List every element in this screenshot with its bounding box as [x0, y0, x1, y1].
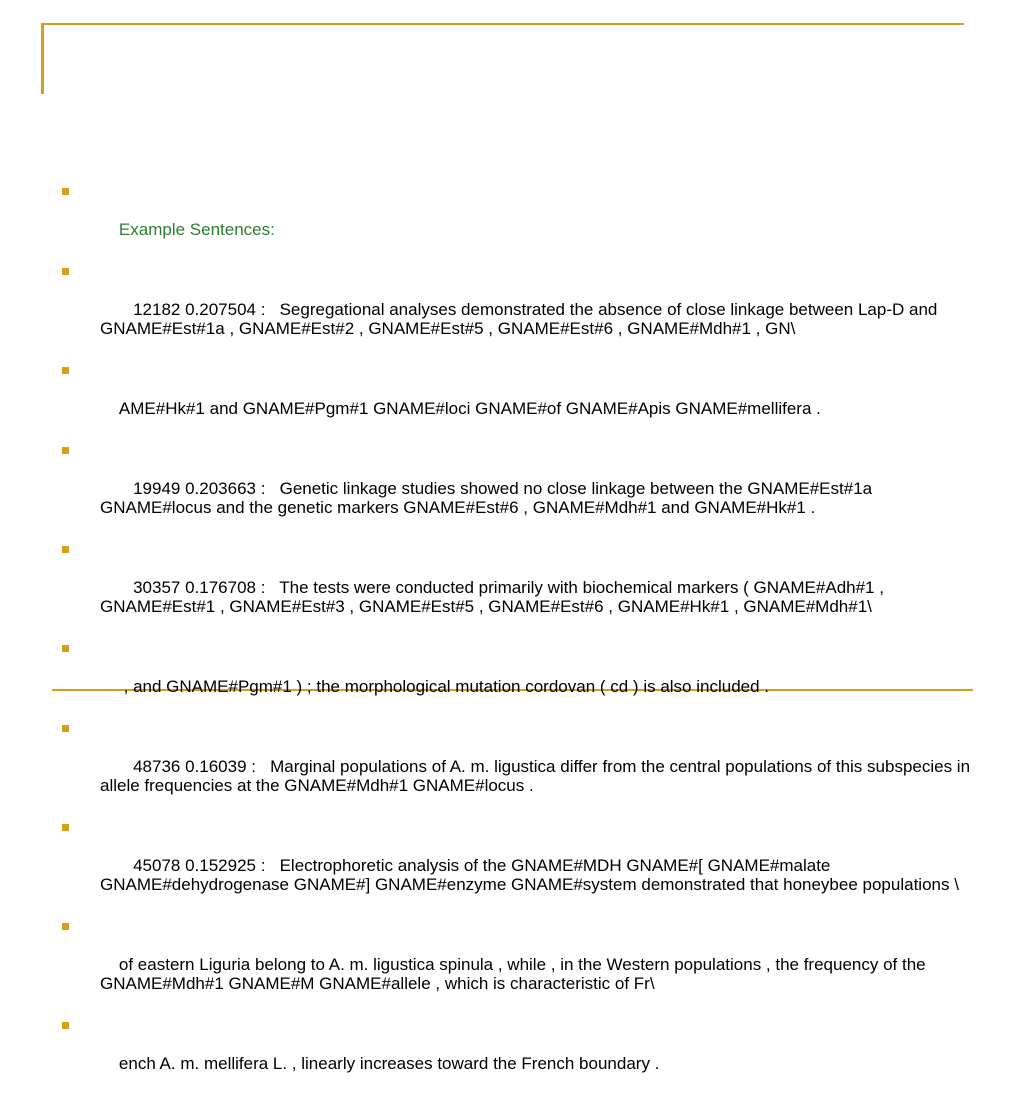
list-item-text: 19949 0.203663 : Genetic linkage studies showed no close linkage between the GNAME#Est#1a GNAME#locus and the genetic markers GNAME#Est#6 , GNAME#Mdh#1 and GNAME#Hk#1 . [100, 479, 877, 517]
square-bullet-icon [62, 725, 69, 732]
square-bullet-icon [62, 546, 69, 553]
list-item [62, 262, 972, 357]
list-item [62, 182, 972, 258]
list-item-text: 30357 0.176708 : The tests were conducted primarily with biochemical markers ( GNAME#Adh#1 , GNAME#Est#1 , GNAME#Est#3 , GNAME#Est#5 , GNAME#Est#6 , GNAME#Hk#1 , GNAME#Mdh#1\ [100, 578, 889, 616]
list-item-text: ench A. m. mellifera L. , linearly increases toward the French boundary . [118, 1054, 660, 1073]
list-item [62, 361, 972, 437]
list-item [62, 540, 972, 635]
square-bullet-icon [62, 367, 69, 374]
square-bullet-icon [62, 447, 69, 454]
square-bullet-icon [62, 1022, 69, 1029]
list-item [62, 441, 972, 536]
square-bullet-icon [62, 268, 69, 275]
list-item-text: AME#Hk#1 and GNAME#Pgm#1 GNAME#loci GNAME#of GNAME#Apis GNAME#mellifera . [118, 399, 821, 418]
bullet-list [62, 182, 975, 1096]
square-bullet-icon [62, 923, 69, 930]
list-item [62, 639, 972, 715]
list-item-text: of eastern Liguria belong to A. m. ligustica spinula , while , in the Western populations , the frequency of the GNAME#Mdh#1 GNAME#M GNAME#allele , which is characteristic of Fr\ [100, 955, 931, 993]
list-item-text: 48736 0.16039 : Marginal populations of A. m. ligustica differ from the central populations of this subspecies in allele frequencies at the GNAME#Mdh#1 GNAME#locus . [100, 757, 975, 795]
list-heading: Example Sentences: [118, 220, 275, 239]
list-item-text: , and GNAME#Pgm#1 ) ; the morphological mutation cordovan ( cd ) is also included . [118, 677, 769, 696]
list-item [62, 719, 975, 814]
list-item-text: 12182 0.207504 : Segregational analyses demonstrated the absence of close linkage between Lap-D and GNAME#Est#1a , GNAME#Est#2 , GNAME#Est#5 , GNAME#Est#6 , GNAME#Mdh#1 , GN\ [100, 300, 943, 338]
left-rule [41, 23, 44, 94]
list-item [62, 917, 972, 1012]
square-bullet-icon [62, 188, 69, 195]
list-item-text: 45078 0.152925 : Electrophoretic analysis of the GNAME#MDH GNAME#[ GNAME#malate GNAME#dehydrogenase GNAME#] GNAME#enzyme GNAME#system demonstrated that honeybee populations \ [100, 856, 959, 894]
list-item [62, 818, 972, 913]
square-bullet-icon [62, 645, 69, 652]
list-item [62, 1016, 972, 1092]
square-bullet-icon [62, 824, 69, 831]
top-rule [41, 23, 964, 25]
